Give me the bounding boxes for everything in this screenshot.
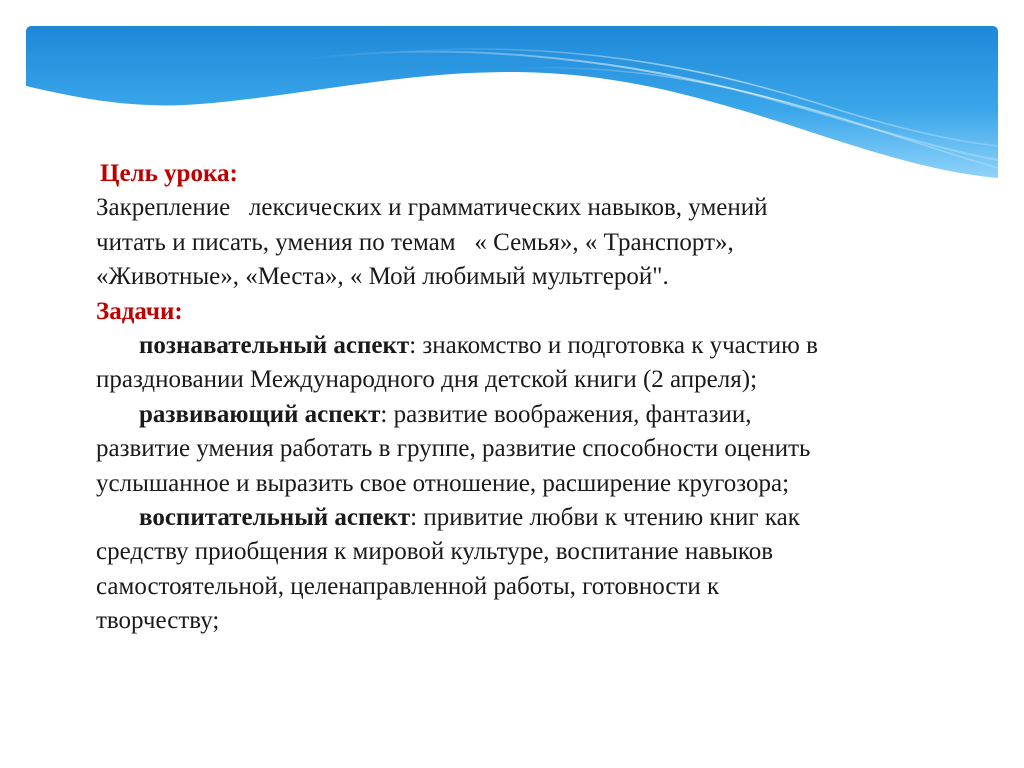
educational-aspect-line: творчеству; <box>96 607 220 635</box>
educational-aspect-line: самостоятельной, целенаправленной работы, готовности к <box>96 572 720 600</box>
goal-line: Закрепление лексических и грамматических навыков, умений <box>96 194 768 222</box>
cognitive-aspect-line: праздновании Международного дня детской книги (2 апреля); <box>96 366 758 394</box>
goal-heading: Цель урока: <box>100 160 238 187</box>
educational-aspect-term: воспитательный аспект <box>139 504 411 532</box>
developing-aspect-line: услышанное и выразить свое отношение, расширение кругозора; <box>96 469 790 497</box>
tasks-heading: Задачи: <box>96 297 183 325</box>
lesson-text <box>96 157 936 639</box>
cognitive-aspect-term: познавательный аспект <box>139 332 410 360</box>
goal-line: читать и писать, умения по темам « Семья», « Транспорт», <box>96 228 734 256</box>
developing-aspect-line: развитие умения работать в группе, развитие способности оценить <box>96 435 811 463</box>
educational-aspect-line: средству приобщения к мировой культуре, воспитание навыков <box>96 538 774 566</box>
educational-aspect-line <box>96 501 936 535</box>
goal-line: «Животные», «Места», « Мой любимый мультгерой". <box>96 263 669 291</box>
educational-aspect-text: : привитие любви к чтению книг как <box>410 504 800 532</box>
cognitive-aspect-line <box>96 329 936 363</box>
cognitive-aspect-text: : знакомство и подготовка к участию в <box>409 332 818 360</box>
developing-aspect-text: : развитие воображения, фантазии, <box>380 400 752 428</box>
wave-fill <box>26 26 998 178</box>
developing-aspect-term: развивающий аспект <box>139 400 381 428</box>
developing-aspect-line <box>96 398 936 432</box>
